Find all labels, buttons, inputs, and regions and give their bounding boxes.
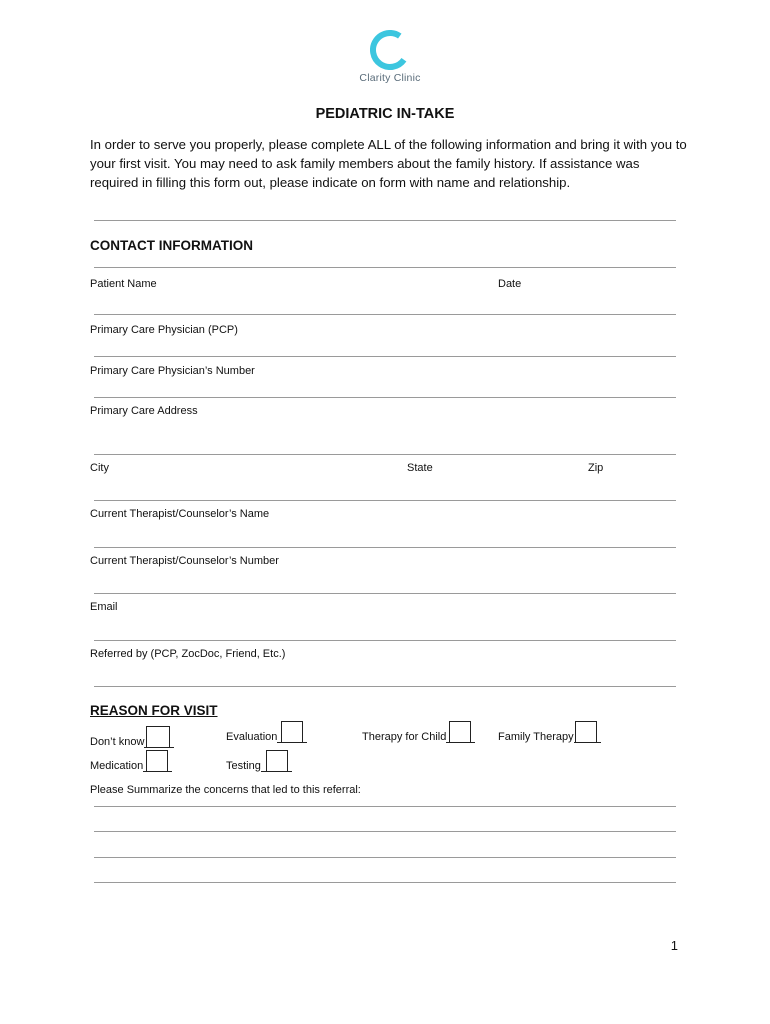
page-title: PEDIATRIC IN-TAKE [315,106,455,122]
option-testing [226,750,292,772]
therapist-number-field[interactable] [94,593,676,594]
summary-line-3[interactable] [94,857,676,858]
testing-checkbox[interactable] [266,750,288,772]
option-family-therapy [498,721,601,743]
testing-label: Testing [226,760,261,772]
referred-by-field[interactable] [94,686,676,687]
pcp-number-field[interactable] [94,397,676,398]
option-medication [90,750,172,772]
clinic-logo [355,30,425,84]
state-label: State [407,462,433,474]
family-therapy-label: Family Therapy [498,731,574,743]
option-dont-know [90,726,174,748]
pcp-number-label: Primary Care Physician’s Number [90,365,255,377]
pcp-address-label: Primary Care Address [90,405,198,417]
zip-label: Zip [588,462,604,474]
summary-line-2[interactable] [94,831,676,832]
summary-line-4[interactable] [94,882,676,883]
medication-checkbox[interactable] [146,750,168,772]
evaluation-label: Evaluation [226,731,278,743]
city-label: City [90,462,109,474]
therapist-number-label: Current Therapist/Counselor’s Number [90,555,279,567]
email-field[interactable] [94,640,676,641]
email-label: Email [90,601,118,613]
therapist-name-label: Current Therapist/Counselor’s Name [90,508,270,520]
therapy-child-checkbox[interactable] [449,721,471,743]
referred-by-label: Referred by (PCP, ZocDoc, Friend, Etc.) [90,648,286,660]
logo-text: Clarity Clinic [359,72,421,84]
patient-name-field[interactable] [94,314,676,315]
date-label: Date [498,278,522,290]
divider [94,267,676,268]
intro-paragraph: In order to serve you properly, please complete ALL of the following information and bring it with you to your first visit. You may need to ask family members about the family history. If assistance was required in filling this form out, please indicate on form with name and relationship. [90,137,687,190]
clarity-clinic-logo-icon [370,30,410,70]
family-therapy-checkbox[interactable] [575,721,597,743]
option-evaluation [226,721,307,743]
dont-know-label: Don’t know [90,736,145,748]
summary-prompt: Please Summarize the concerns that led to this referral: [90,784,361,796]
pcp-field[interactable] [94,356,676,357]
therapist-name-field[interactable] [94,547,676,548]
page-number: 1 [670,938,678,953]
pcp-label: Primary Care Physician (PCP) [90,324,238,336]
reason-section-heading: REASON FOR VISIT [90,703,218,718]
medication-label: Medication [90,760,144,772]
evaluation-checkbox[interactable] [281,721,303,743]
therapy-child-label: Therapy for Child [362,731,447,743]
dont-know-checkbox[interactable] [146,726,170,748]
pcp-address-field[interactable] [94,454,676,455]
option-therapy-child [362,721,475,743]
contact-section-heading: CONTACT INFORMATION [90,238,253,253]
divider [94,220,676,221]
city-state-zip-field[interactable] [94,500,676,501]
patient-name-label: Patient Name [90,278,157,290]
summary-line-1[interactable] [94,806,676,807]
